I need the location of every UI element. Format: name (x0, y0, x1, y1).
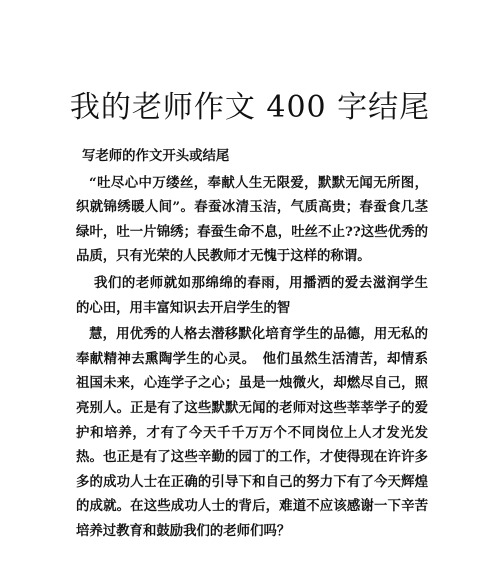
paragraph-spring-rain: 我们的老师就如那绵绵的春雨，用播洒的爱去滋润学生的心田，用丰富知识去开启学生的智 (76, 274, 428, 316)
document-title: 我的老师作文 400 字结尾 (69, 90, 431, 125)
document-body (76, 144, 428, 544)
paragraph-subheading: 写老师的作文开头或结尾 (82, 148, 230, 164)
paragraph-dedication: 慧，用优秀的人格去潜移默化培育学生的品德，用无私的奉献精神去熏陶学生的心灵。 他们虽然生活清苦，却情系祖国未来，心连学子之心；虽是一烛微火，却燃尽自己，照亮别人。正是有了这些默默无闻的老师对这些莘莘学子的爱护和培养，才有了今天千千万万个不同岗位上人才发光发热。也正是有了这些辛勤的园丁的工作，才使得现在许许多多的成功人士在正确的引导下和自己的努力下有了今天辉煌的成就。在这些成功人士的背后，难道不应该感谢一下辛苦培养过教育和鼓励我们的老师们吗？ (76, 326, 428, 539)
paragraph-quote: “吐尽心中万缕丝，奉献人生无限爱，默默无闻无所图，织就锦绣暖人间”。春蚕冰清玉洁，气质高贵；春蚕食几茎绿叶，吐一片锦绣；春蚕生命不息，吐丝不止??这些优秀的品质，只有光荣的人民教师才无愧于这样的称谓。 (76, 174, 428, 265)
